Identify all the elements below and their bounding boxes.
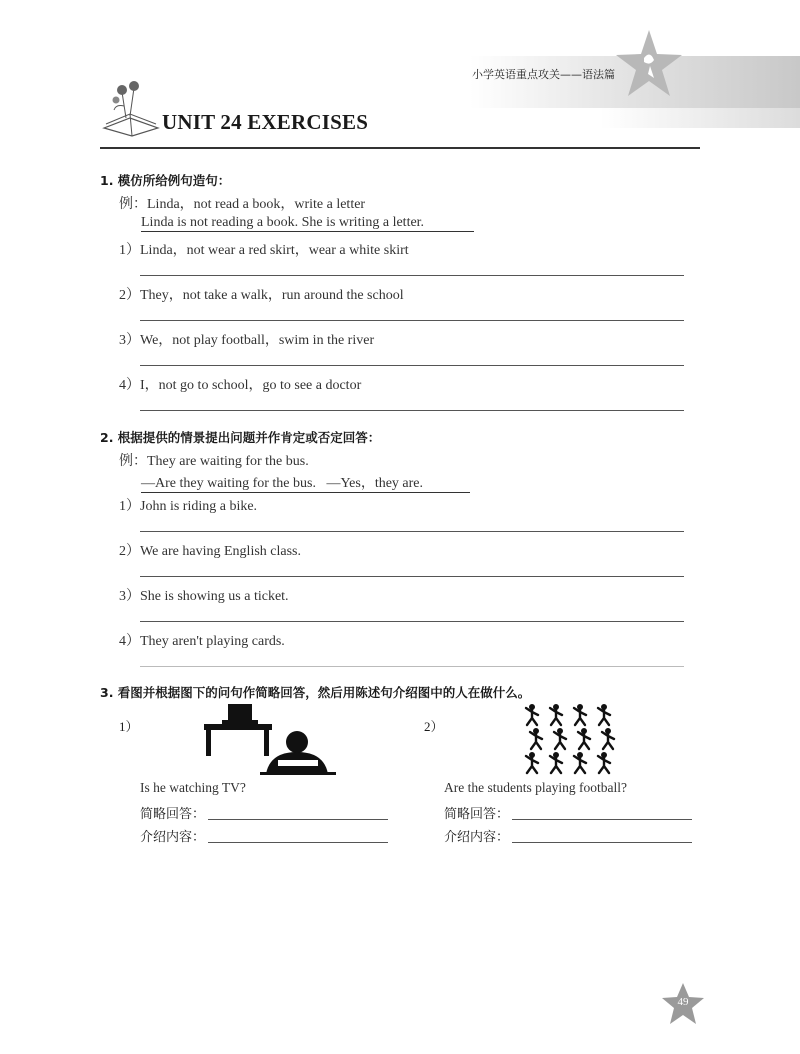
section1-item-4: 4）I，not go to school，go to see a doctor: [119, 378, 362, 393]
picture1-intro-label: 介绍内容：: [140, 830, 206, 845]
students-dancing-picture: [522, 704, 626, 776]
book-flower-icon: [100, 78, 162, 138]
answer-line[interactable]: [140, 365, 684, 366]
section2-example-prompt: 例：They are waiting for the bus.: [119, 454, 309, 469]
section1-item-2: 2）They，not take a walk，run around the school: [119, 288, 404, 303]
picture2-intro-label: 介绍内容：: [444, 830, 510, 845]
section3-title: 3. 看图并根据图下的问句作简略回答，然后用陈述句介绍图中的人在做什么。: [100, 685, 531, 700]
picture2-short-answer-label: 简略回答：: [444, 807, 510, 822]
section2-item-4: 4）They aren't playing cards.: [119, 634, 285, 649]
star-logo-icon: [614, 28, 684, 100]
answer-line[interactable]: [140, 410, 684, 411]
answer-line[interactable]: [140, 621, 684, 622]
picture1-short-answer-label: 简略回答：: [140, 807, 206, 822]
page-number: 49: [677, 996, 689, 1008]
short-answer-line[interactable]: [512, 819, 692, 820]
header-rule: [100, 147, 700, 149]
answer-line[interactable]: [140, 666, 684, 667]
intro-line[interactable]: [208, 842, 388, 843]
section2-example-answer: —Are they waiting for the bus. —Yes，they are.: [141, 472, 470, 493]
section2-item-2: 2）We are having English class.: [119, 544, 301, 559]
header-shadow: [600, 108, 800, 128]
section1-item-1: 1）Linda，not wear a red skirt，wear a white skirt: [119, 243, 409, 258]
intro-line[interactable]: [512, 842, 692, 843]
section2-item-3: 3）She is showing us a ticket.: [119, 589, 289, 604]
section1-example-answer: Linda is not reading a book. She is writing a letter.: [141, 215, 474, 232]
answer-line[interactable]: [140, 275, 684, 276]
short-answer-line[interactable]: [208, 819, 388, 820]
answer-line[interactable]: [140, 576, 684, 577]
unit-title: UNIT 24 EXERCISES: [162, 110, 369, 134]
answer-line[interactable]: [140, 531, 684, 532]
section1-example-prompt: 例：Linda，not read a book，write a letter: [119, 197, 366, 212]
section2-title: 2. 根据提供的情景提出问题并作肯定或否定回答：: [100, 430, 381, 445]
section1-item-3: 3）We，not play football，swim in the river: [119, 333, 375, 348]
answer-line[interactable]: [140, 320, 684, 321]
picture1-question: Is he watching TV?: [140, 780, 246, 795]
picture1-number: 1）: [119, 719, 139, 734]
picture2-number: 2）: [424, 719, 444, 734]
section1-title: 1. 模仿所给例句造句：: [100, 173, 231, 188]
section2-item-1: 1）John is riding a bike.: [119, 499, 258, 514]
boy-at-desk-computer-picture: [200, 702, 340, 778]
series-title: 小学英语重点攻关——语法篇: [472, 68, 615, 81]
picture2-question: Are the students playing football?: [444, 780, 627, 795]
